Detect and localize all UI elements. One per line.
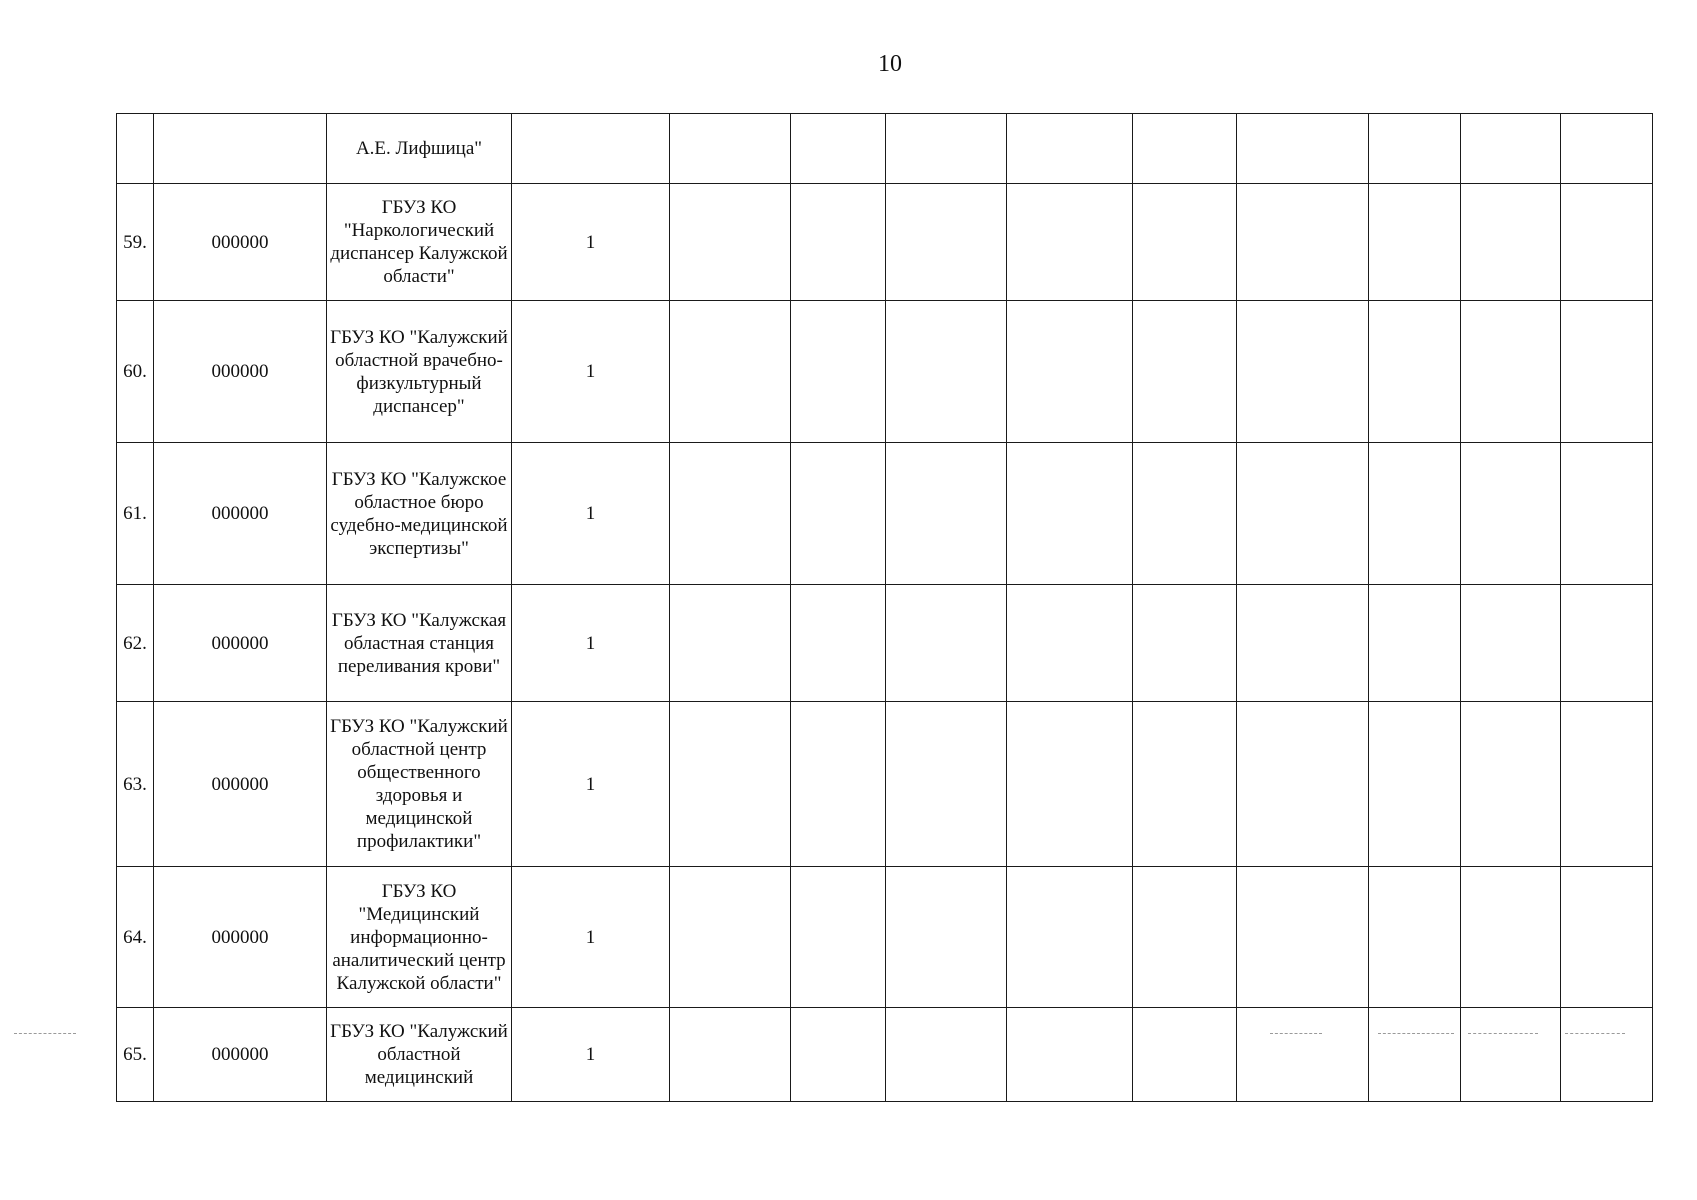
empty-cell — [1133, 184, 1237, 301]
empty-cell — [1007, 184, 1133, 301]
empty-cell — [1007, 1008, 1133, 1102]
empty-cell — [1133, 585, 1237, 702]
organization-cell: ГБУЗ КО "Калужский областной медицинский — [327, 1008, 512, 1102]
code-cell — [154, 114, 327, 184]
scan-artifact-line — [14, 1033, 76, 1034]
empty-cell — [791, 585, 886, 702]
row-number-cell: 59. — [117, 184, 154, 301]
empty-cell — [1369, 114, 1461, 184]
empty-cell — [670, 867, 791, 1008]
empty-cell — [886, 184, 1007, 301]
organization-cell: ГБУЗ КО "Медицинский информационно-аналитический центр Калужской области" — [327, 867, 512, 1008]
empty-cell — [1369, 702, 1461, 867]
scan-artifact-line — [1565, 1033, 1625, 1034]
quantity-cell: 1 — [512, 301, 670, 443]
scan-artifact-line — [1468, 1033, 1538, 1034]
empty-cell — [1561, 443, 1653, 585]
empty-cell — [1461, 114, 1561, 184]
empty-cell — [1237, 585, 1369, 702]
empty-cell — [1133, 1008, 1237, 1102]
row-number-cell: 62. — [117, 585, 154, 702]
empty-cell — [670, 184, 791, 301]
empty-cell — [670, 702, 791, 867]
empty-cell — [1133, 702, 1237, 867]
code-cell: 000000 — [154, 443, 327, 585]
table-row — [117, 1008, 1653, 1102]
empty-cell — [791, 867, 886, 1008]
table-row — [117, 114, 1653, 184]
table-row — [117, 702, 1653, 867]
empty-cell — [1007, 585, 1133, 702]
empty-cell — [1007, 114, 1133, 184]
empty-cell — [791, 1008, 886, 1102]
empty-cell — [791, 114, 886, 184]
empty-cell — [1237, 443, 1369, 585]
row-number-cell: 64. — [117, 867, 154, 1008]
empty-cell — [1561, 702, 1653, 867]
code-cell: 000000 — [154, 1008, 327, 1102]
empty-cell — [1369, 867, 1461, 1008]
code-cell: 000000 — [154, 702, 327, 867]
empty-cell — [1461, 443, 1561, 585]
code-cell: 000000 — [154, 184, 327, 301]
organization-cell: ГБУЗ КО "Калужское областное бюро судебно-медицинской экспертизы" — [327, 443, 512, 585]
empty-cell — [1237, 184, 1369, 301]
row-number-cell: 63. — [117, 702, 154, 867]
organization-cell: ГБУЗ КО "Калужский областной врачебно-физкультурный диспансер" — [327, 301, 512, 443]
empty-cell — [670, 443, 791, 585]
row-number-cell — [117, 114, 154, 184]
empty-cell — [1133, 301, 1237, 443]
page-number: 10 — [878, 51, 902, 77]
organization-cell: ГБУЗ КО "Калужский областной центр общественного здоровья и медицинской профилактики" — [327, 702, 512, 867]
quantity-cell: 1 — [512, 184, 670, 301]
empty-cell — [1561, 184, 1653, 301]
code-cell: 000000 — [154, 585, 327, 702]
empty-cell — [1237, 1008, 1369, 1102]
row-number-cell: 65. — [117, 1008, 154, 1102]
empty-cell — [1133, 443, 1237, 585]
empty-cell — [1561, 867, 1653, 1008]
empty-cell — [1133, 867, 1237, 1008]
empty-cell — [1561, 114, 1653, 184]
scan-artifact-line — [1270, 1033, 1322, 1034]
empty-cell — [886, 443, 1007, 585]
empty-cell — [1007, 301, 1133, 443]
organization-cell: А.Е. Лифшица" — [327, 114, 512, 184]
empty-cell — [1561, 301, 1653, 443]
empty-cell — [1369, 585, 1461, 702]
empty-cell — [1461, 867, 1561, 1008]
empty-cell — [1007, 702, 1133, 867]
quantity-cell: 1 — [512, 702, 670, 867]
empty-cell — [791, 184, 886, 301]
empty-cell — [1461, 585, 1561, 702]
scan-artifact-line — [1378, 1033, 1454, 1034]
quantity-cell: 1 — [512, 867, 670, 1008]
empty-cell — [886, 585, 1007, 702]
organization-cell: ГБУЗ КО "Наркологический диспансер Калужской области" — [327, 184, 512, 301]
empty-cell — [670, 585, 791, 702]
table-row — [117, 867, 1653, 1008]
table-row — [117, 301, 1653, 443]
empty-cell — [1237, 702, 1369, 867]
empty-cell — [1007, 867, 1133, 1008]
empty-cell — [886, 114, 1007, 184]
organization-cell: ГБУЗ КО "Калужская областная станция переливания крови" — [327, 585, 512, 702]
empty-cell — [886, 702, 1007, 867]
empty-cell — [1369, 301, 1461, 443]
empty-cell — [886, 1008, 1007, 1102]
empty-cell — [1369, 443, 1461, 585]
empty-cell — [886, 867, 1007, 1008]
table-row — [117, 443, 1653, 585]
quantity-cell: 1 — [512, 443, 670, 585]
empty-cell — [670, 301, 791, 443]
empty-cell — [670, 1008, 791, 1102]
quantity-cell: 1 — [512, 1008, 670, 1102]
empty-cell — [1237, 114, 1369, 184]
quantity-cell: 1 — [512, 585, 670, 702]
empty-cell — [791, 702, 886, 867]
registry-table — [116, 113, 1653, 1102]
table-row — [117, 585, 1653, 702]
empty-cell — [791, 301, 886, 443]
table-row — [117, 184, 1653, 301]
empty-cell — [1133, 114, 1237, 184]
empty-cell — [1461, 1008, 1561, 1102]
empty-cell — [1007, 443, 1133, 585]
code-cell: 000000 — [154, 301, 327, 443]
empty-cell — [886, 301, 1007, 443]
row-number-cell: 61. — [117, 443, 154, 585]
empty-cell — [1369, 1008, 1461, 1102]
empty-cell — [1461, 301, 1561, 443]
quantity-cell — [512, 114, 670, 184]
empty-cell — [1237, 867, 1369, 1008]
empty-cell — [1369, 184, 1461, 301]
empty-cell — [791, 443, 886, 585]
code-cell: 000000 — [154, 867, 327, 1008]
row-number-cell: 60. — [117, 301, 154, 443]
empty-cell — [1237, 301, 1369, 443]
empty-cell — [670, 114, 791, 184]
empty-cell — [1461, 184, 1561, 301]
empty-cell — [1561, 1008, 1653, 1102]
empty-cell — [1461, 702, 1561, 867]
empty-cell — [1561, 585, 1653, 702]
